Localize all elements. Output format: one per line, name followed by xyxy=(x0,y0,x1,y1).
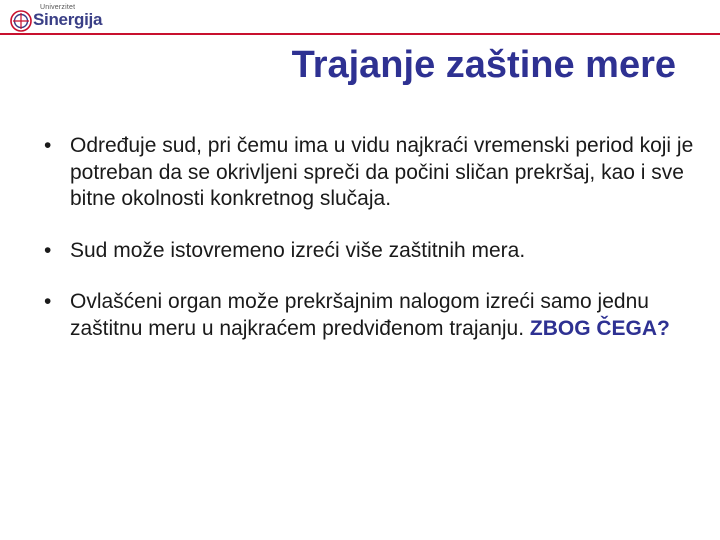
bullet-dot: • xyxy=(44,134,52,157)
logo-emblem-icon xyxy=(10,10,32,32)
bullet-text: Ovlašćeni organ može prekršajnim nalogom izreći samo jednu zaštitnu meru u najkraćem predviđenom trajanju. xyxy=(70,290,649,340)
bullet-item xyxy=(44,289,694,342)
bullet-text: Sud može istovremeno izreći više zaštitnih mera. xyxy=(70,238,526,262)
slide-title: Trajanje zaštine mere xyxy=(291,44,676,86)
bullet-list xyxy=(44,133,694,367)
bullet-dot: • xyxy=(44,238,52,262)
bullet-emphasis: ZBOG ČEGA? xyxy=(529,316,670,340)
bullet-item xyxy=(44,133,694,213)
sinergija-logo xyxy=(10,4,103,32)
bullet-item xyxy=(44,238,694,265)
bullet-text: Određuje sud, pri čemu ima u vidu najkraći vremenski period koji je potreban da se okrivljeni spreči da počini sličan prekršaj, kao i sve bitne okolnosti konkretnog slučaja. xyxy=(70,134,694,210)
header-rule xyxy=(0,33,720,35)
bullet-dot: • xyxy=(44,290,52,313)
logo-name-text: Sinergija xyxy=(33,10,103,29)
logo-university-text: Univerzitet xyxy=(40,4,76,11)
